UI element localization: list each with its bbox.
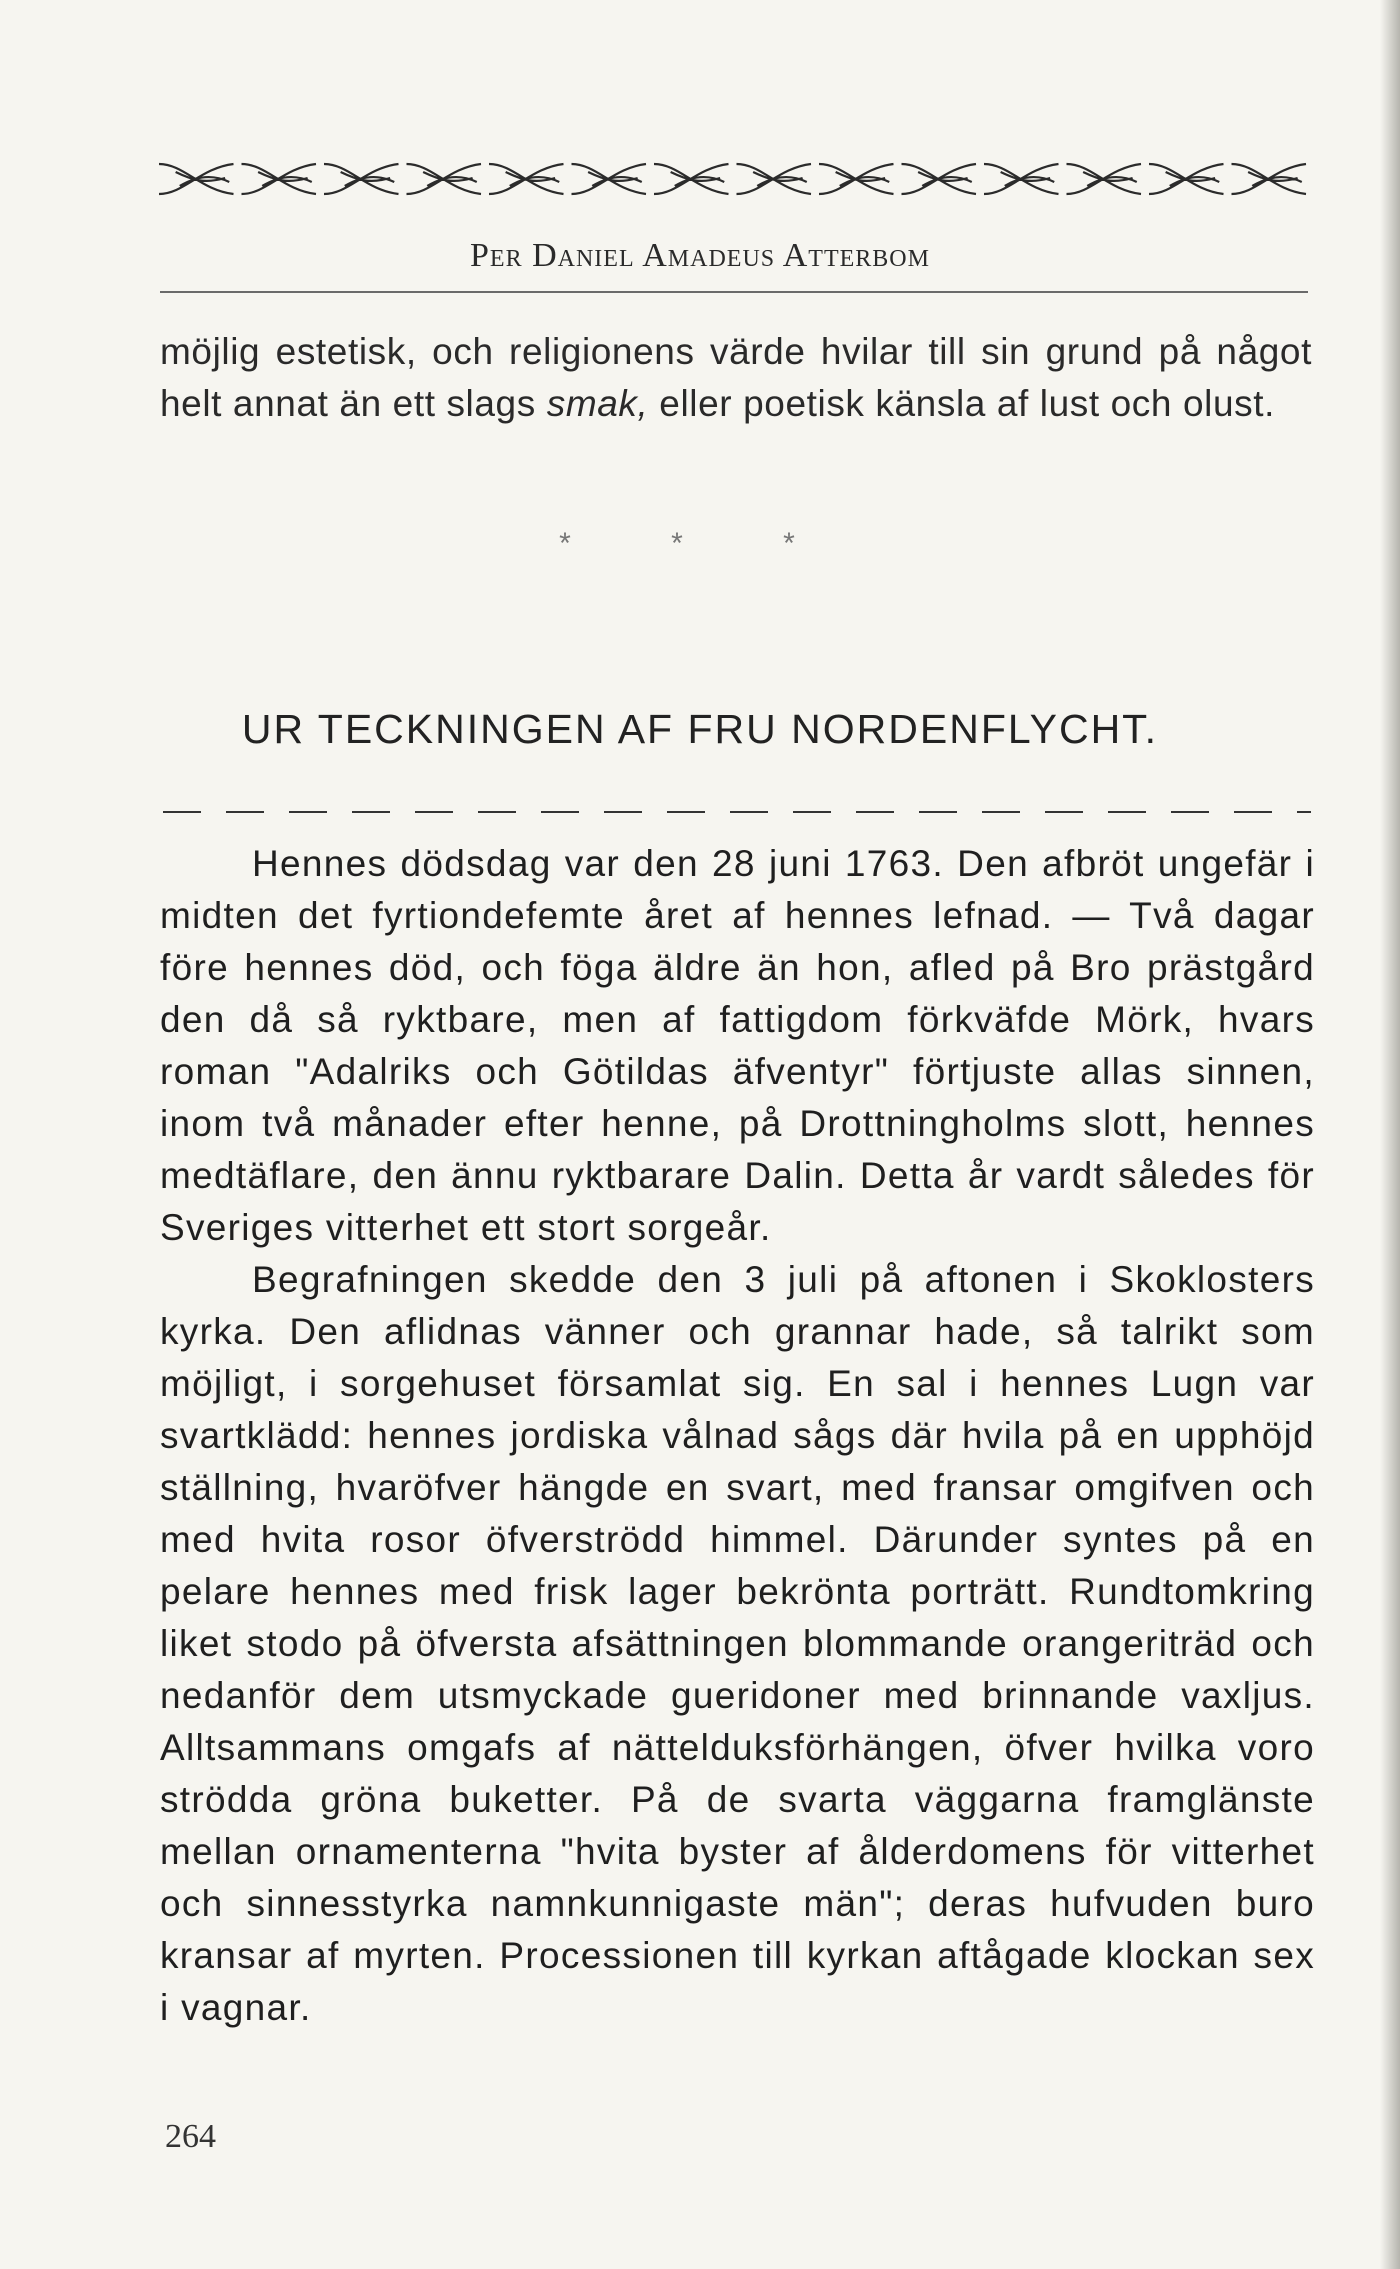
section-separator: * * *	[559, 527, 841, 560]
carryover-text-end: eller poetisk känsla af lust och olust.	[648, 382, 1275, 424]
body-text	[160, 838, 1315, 2034]
paragraph-2: Begrafningen skedde den 3 juli på aftonen i Skoklosters kyrka. Den aflidnas vänner och grannar hade, så talrikt som möjligt, i sorgehuset församlat sig. En sal i hennes Lugn var svartklädd: hennes jordiska vålnad sågs där hvila på en upphöjd ställning, hvaröfver hängde en svart, med fransar omgifven och med hvita rosor öfverströdd himmel. Därunder syntes på en pelare hennes med frisk lager bekrönta porträtt. Rundtomkring liket stodo på öfversta afsättningen blommande orangeriträd och nedanför dem utsmyckade gueridoner med brinnande vaxljus. Alltsammans omgafs af nättelduksförhängen, öfver hvilka voro strödda gröna buketter. På de svarta väggarna framglänste mellan ornamenterna "hvita byster af ålderdomens för vitterhet och sinnesstyrka namnkunnigaste män"; deras hufvuden buro kransar af myrten. Processionen till kyrkan aftågade klockan sex i vagnar.	[160, 1259, 1315, 2028]
paragraph-1: Hennes dödsdag var den 28 juni 1763. Den afbröt ungefär i midten det fyrtiondefemte året af hennes lefnad. — Två dagar före hennes död, och föga äldre än hon, afled på Bro prästgård den då så ryktbare, men af fattigdom förkväfde Mörk, hvars roman "Adalriks och Götildas äfventyr" förtjuste allas sinnen, inom två månader efter henne, på Drottningholms slott, hennes medtäflare, den ännu ryktbarare Dalin. Detta år vardt således för Sveriges vitterhet ett stort sorgeår.	[160, 843, 1315, 1248]
decorative-ornament-border	[155, 150, 1310, 210]
section-title: UR TECKNINGEN AF FRU NORDENFLYCHT.	[241, 706, 1159, 752]
carryover-text-start: möjlig estetisk, och religionens värde hvilar till sin grund på något helt annat än ett slags	[160, 331, 1312, 424]
running-head: Per Daniel Amadeus Atterbom	[470, 237, 930, 274]
page-edge-shadow	[1380, 0, 1400, 2269]
dashed-rule	[163, 811, 1311, 813]
header-rule	[160, 291, 1308, 293]
page-number: 264	[165, 2118, 216, 2155]
carryover-paragraph	[160, 326, 1312, 429]
carryover-emphasis: smak,	[546, 382, 649, 424]
